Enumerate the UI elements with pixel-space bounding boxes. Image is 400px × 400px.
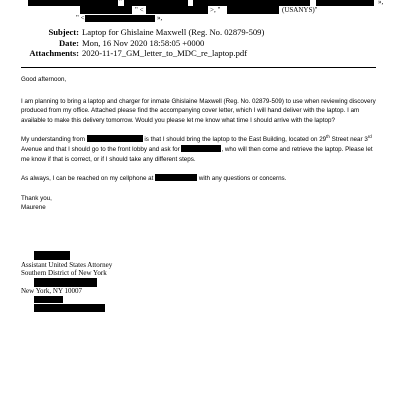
subject-label: Subject: — [48, 27, 79, 37]
attachments-row — [0, 48, 400, 59]
redaction-inline-3 — [155, 174, 197, 181]
date-value: Mon, 16 Nov 2020 18:58:05 +0000 — [82, 38, 205, 48]
header-fragment: (USANYS)" — [282, 6, 318, 14]
signature-block — [21, 261, 112, 278]
redaction-header-7 — [227, 6, 279, 14]
attachment-link[interactable]: 2020-11-17_GM_letter_to_MDC_re_laptop.pdf — [82, 48, 248, 58]
redaction-signature-phone-1 — [34, 296, 63, 303]
paragraph-3: As always, I can be reached on my cellphone at with any questions or concerns. — [21, 175, 287, 183]
closing: Thank you, — [21, 194, 52, 202]
redaction-header-6 — [146, 6, 208, 14]
header-divider — [21, 67, 376, 68]
date-label: Date: — [58, 38, 79, 48]
header-fragment: " < — [135, 6, 144, 14]
header-fragment: », — [378, 0, 384, 6]
header-fragment: >, " — [210, 6, 221, 14]
header-fragment: », — [157, 14, 163, 22]
attachments-label: Attachments: — [29, 48, 79, 58]
redaction-inline-1 — [87, 135, 143, 142]
signature-office: Southern District of New York — [21, 269, 107, 278]
header-fragment: " < — [76, 14, 85, 22]
redaction-header-8 — [85, 15, 155, 22]
header-fragment: " — [119, 0, 122, 6]
signature-city: New York, NY 10007 — [21, 287, 82, 295]
redaction-header-4 — [316, 0, 374, 6]
greeting: Good afternoon, — [21, 76, 67, 83]
redaction-header-5 — [80, 6, 132, 14]
redaction-signature-phone-2 — [34, 304, 105, 312]
redaction-inline-2 — [181, 145, 221, 152]
signature-city-line — [21, 287, 82, 295]
subject-value: Laptop for Ghislaine Maxwell (Reg. No. 02879-509) — [82, 27, 265, 37]
email-body — [21, 75, 381, 213]
sender-name: Maurene — [21, 204, 46, 212]
redaction-signature-name — [34, 251, 70, 260]
paragraph-1: I am planning to bring a laptop and charger for inmate Ghislaine Maxwell (Reg. No. 02879-509) to use when reviewing discovery produced from my office. Attached please find the accompanying cover letter, which I will hand deliver with the laptop. I am available to make this delivery tomorrow. Would you please let me know what time I should arrive with the laptop? — [21, 97, 376, 124]
paragraph-2: My understanding from is that I should bring the laptop to the East Building, located on 29th Street near 3rd Avenue and that I should go to the front lobby and ask for , who will then come and retrieve the laptop. Please let me know if that is correct, or if I should take any different steps. — [21, 134, 373, 163]
redaction-signature-address — [34, 278, 97, 287]
signature-title: Assistant United States Attorney — [21, 261, 113, 269]
subject-row — [0, 27, 400, 38]
